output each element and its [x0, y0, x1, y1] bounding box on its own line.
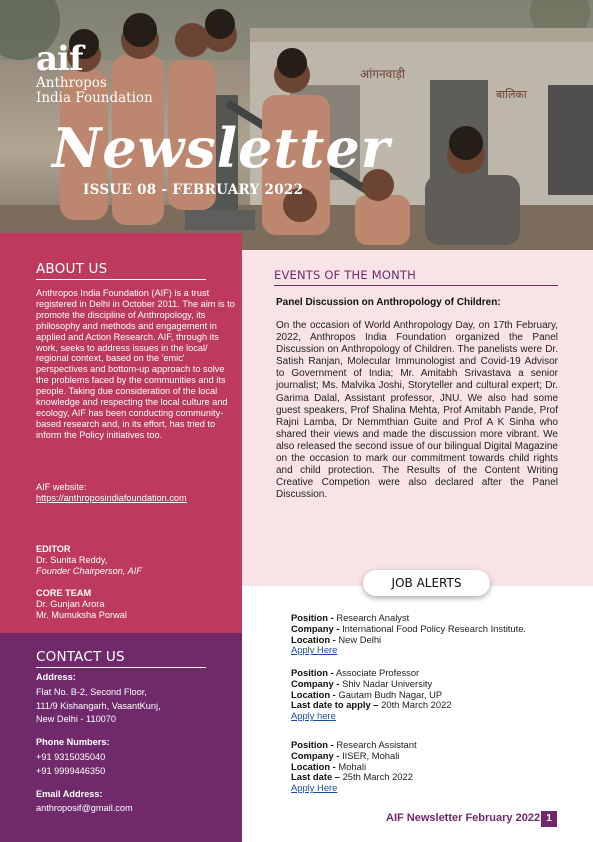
building-sign-2: बालिका [496, 88, 527, 101]
aif-logo-mark: aif [36, 39, 83, 79]
core-team-label: CORE TEAM [36, 588, 92, 598]
about-divider [36, 279, 206, 280]
about-body: Anthropos India Foundation (AIF) is a trust registered in Delhi in October 2011. The aim is to promote the discipline of Anthropology, its philosophy and methods and engagement in applied and Action Research. AIF, through its work, seeks to address issues in the local/ regional context, based on the 'emic' perspectives and bottom-up approach to solve the problems faced by the communities and its people. Taking due consideration of the local knowledge and respecting the local culture and ecology, AIF has been conducting community-based research and, in its effort, has tried to inform the Policy initiatives too. [36, 288, 235, 440]
job-date-label: Last date to apply – [291, 699, 379, 711]
job-company: International Food Policy Research Institute. [342, 622, 527, 634]
address-line: Flat No. B-2, Second Floor, [36, 687, 147, 697]
job-position: Associate Professor [335, 667, 420, 678]
job-location: Gautam Budh Nagar, UP [338, 688, 443, 700]
events-subheading: Panel Discussion on Anthropology of Children: [276, 297, 501, 308]
job-company-label: Company - [291, 622, 340, 634]
email-label: Email Address: [36, 789, 103, 799]
job-company: IISER, Mohali [342, 749, 400, 761]
editor-title: Founder Chairperson, AIF [36, 566, 142, 576]
events-heading: EVENTS OF THE MONTH [274, 268, 416, 282]
footer-text: AIF Newsletter February 2022 [386, 812, 541, 824]
address-label: Address: [36, 672, 76, 682]
job-date-label: Last date – [291, 771, 340, 783]
page-number: 1 [541, 811, 557, 827]
job-location-label: Location - [291, 633, 336, 645]
editor-block [36, 544, 240, 577]
job-position: Research Analyst [336, 612, 410, 623]
phone-label: Phone Numbers: [36, 737, 110, 747]
building-sign-1: आंगनवाड़ी [360, 67, 405, 81]
email-address[interactable]: anthroposif@gmail.com [36, 803, 133, 813]
aif-logo [36, 39, 153, 106]
about-heading: ABOUT US [36, 261, 108, 277]
job-position-label: Position - [291, 612, 334, 623]
job-listing [291, 740, 417, 794]
job-alerts-heading: JOB ALERTS [363, 570, 490, 596]
email-block [36, 789, 240, 814]
events-panel [242, 250, 593, 586]
address-line: 111/9 Kishangarh, VasantKunj, [36, 700, 161, 711]
core-team-block [36, 588, 240, 621]
address-line: New Delhi - 110070 [36, 714, 117, 724]
address-block [36, 672, 240, 727]
website-label: AIF website: [36, 482, 87, 492]
events-divider [274, 285, 558, 286]
website-block [36, 482, 240, 504]
phone-number[interactable]: +91 9315035040 [36, 752, 106, 762]
job-company-label: Company - [291, 749, 340, 761]
contact-heading: CONTACT US [36, 649, 125, 665]
apply-link[interactable]: Apply here [291, 710, 336, 722]
core-team-member: Dr. Gunjan Arora [36, 599, 105, 609]
job-position: Research Assistant [336, 739, 417, 750]
job-location: New Delhi [338, 633, 382, 645]
contact-divider [36, 667, 206, 668]
about-panel [0, 233, 242, 633]
job-listing [291, 668, 452, 722]
org-name-line-2: India Foundation [36, 90, 153, 106]
editor-name: Dr. Sunita Reddy, [36, 555, 108, 565]
job-company-label: Company - [291, 677, 340, 689]
website-link[interactable]: https://anthroposindiafoundation.com [36, 493, 187, 503]
job-location-label: Location - [291, 688, 336, 700]
phone-block [36, 737, 240, 778]
contact-panel [0, 633, 242, 842]
phone-number[interactable]: +91 9999446350 [36, 765, 106, 776]
events-body: On the occasion of World Anthropology Day, on 17th February, 2022, Anthropos India Foundation organized the Panel Discussion on Anthropology of Children. The panelists were Dr. Satish Ranjan, Molecular Immunologist and Covid-19 Advisor to Government of India; Mr. Amitabh Srivastava a senior journalist; Ms. Malvika Joshi, Storyteller and cultural expert; Dr. Garima Dalal, Assistant professor, JNU. We also had some guest speakers, Prof Shalina Mehta, Prof Amitabh Pande, Prof Rajni Lamba, Dr Nemmthian Guite and Prof A K Sinha who shared their views and made the discussion more vibrant. We also released the second issue of our bilingual Digital Magazine on the occasion to mark our commitment towards child rights and child protection. The Results of the Content Writing Creative Competion were also declared after the Panel Discussion. [276, 320, 558, 501]
apply-link[interactable]: Apply Here [291, 782, 338, 794]
job-position-label: Position - [291, 667, 334, 678]
hero-photo [0, 0, 593, 250]
apply-link[interactable]: Apply Here [291, 644, 338, 656]
job-date: 20th March 2022 [381, 699, 452, 711]
job-listing [291, 613, 526, 656]
job-location: Mohali [338, 760, 367, 772]
job-position-label: Position - [291, 739, 334, 750]
newsletter-title: Newsletter [52, 116, 391, 180]
job-company: Shiv Nadar University [342, 677, 433, 689]
issue-label: ISSUE 08 - FEBRUARY 2022 [83, 182, 304, 198]
job-location-label: Location - [291, 760, 336, 772]
editor-label: EDITOR [36, 544, 71, 554]
org-name-line-1: Anthropos [36, 75, 107, 91]
core-team-member: Mr. Mumuksha Porwal [36, 610, 127, 620]
job-date: 25th March 2022 [342, 771, 413, 783]
